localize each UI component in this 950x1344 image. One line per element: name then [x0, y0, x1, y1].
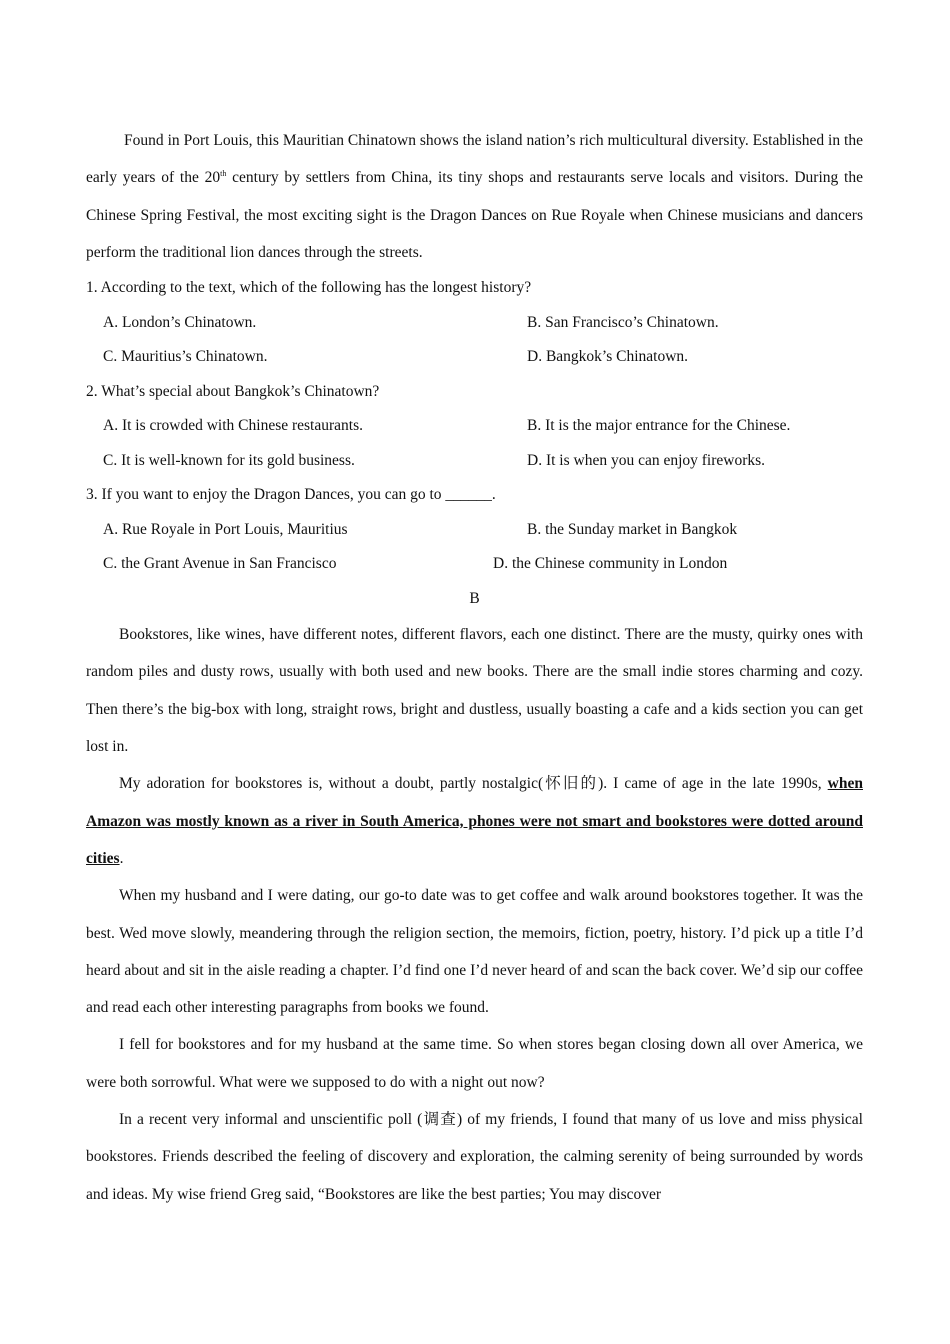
option-b: B. San Francisco’s Chinatown. — [527, 313, 719, 331]
option-b: B. It is the major entrance for the Chinese. — [527, 417, 791, 435]
passage-b-paragraph-2 — [86, 765, 863, 877]
question-1-options-row-1 — [86, 306, 863, 341]
passage-a-paragraph — [86, 122, 863, 271]
option-a: A. It is crowded with Chinese restaurants. — [103, 417, 363, 435]
option-b: B. the Sunday market in Bangkok — [527, 520, 738, 538]
question-2-options-row-2 — [86, 444, 863, 479]
superscript: th — [220, 169, 227, 179]
question-1-options-row-2 — [86, 340, 863, 375]
question-3-options-row-1 — [86, 513, 863, 548]
question-3-stem: 3. If you want to enjoy the Dragon Dances, you can go to ______. — [86, 486, 496, 504]
section-heading: B — [469, 589, 480, 607]
passage-b-paragraph-1: Bookstores, like wines, have different notes, different flavors, each one distinct. There are the musty, quirky ones with random piles and dusty rows, usually with both used and new books. There are the small indie stores charming and cozy. Then there’s the big-box with long, straight rows, bright and dustless, usually boasting a cafe and a kids section you can get lost in. — [86, 626, 863, 756]
passage-b-paragraph-5: In a recent very informal and unscientific poll (调查) of my friends, I found that many of us love and miss physical bookstores. Friends described the feeling of discovery and exploration, the calming serenity of being surrounded by words and ideas. My wise friend Greg said, “Bookstores are like the best parties; You may discover — [86, 1111, 863, 1203]
option-d: D. the Chinese community in London — [493, 555, 728, 573]
question-2-stem: 2. What’s special about Bangkok’s Chinatown? — [86, 382, 380, 400]
question-1-stem: 1. According to the text, which of the following has the longest history? — [86, 279, 532, 297]
passage-b-paragraph-3: When my husband and I were dating, our go-to date was to get coffee and walk around bookstores together. It was the best. Wed move slowly, meandering through the religion section, the memoirs, fiction, poetry, history. I’d pick up a title I’d heard about and sit in the aisle reading a chapter. I’d find one I’d never heard of and scan the back cover. We’d sip our coffee and read each other interesting paragraphs from books we found. — [86, 887, 863, 1017]
text-run: Found in Port Louis, this Mauritian Chinatown shows the island nation’s rich multicultural diversity. Established in the early years of the 20 — [86, 132, 863, 187]
underlined-sentence: when Amazon was mostly known as a river in South America, phones were not smart and bookstores were dotted around cities — [86, 775, 863, 867]
text-run: . — [119, 849, 124, 867]
option-a: A. London’s Chinatown. — [103, 313, 257, 331]
text-run: century by settlers from China, its tiny shops and restaurants serve locals and visitors. During the Chinese Spring Festival, the most exciting sight is the Dragon Dances on Rue Royale when Chinese musicians and dancers perform the traditional lion dances through the streets. — [86, 169, 863, 261]
question-3-options-row-2 — [86, 547, 863, 582]
question-2-options-row-1 — [86, 409, 863, 444]
passage-b-paragraph-4: I fell for bookstores and for my husband at the same time. So when stores began closing down all over America, we were both sorrowful. What were we supposed to do with a night out now? — [86, 1036, 863, 1091]
option-d: D. Bangkok’s Chinatown. — [527, 348, 689, 366]
option-c: C. Mauritius’s Chinatown. — [103, 348, 268, 366]
text-run: My adoration for bookstores is, without a doubt, partly nostalgic(怀旧的). I came of age in the late 1990s, — [119, 775, 828, 793]
option-c: C. It is well-known for its gold business. — [103, 451, 355, 469]
option-c: C. the Grant Avenue in San Francisco — [103, 555, 337, 573]
document-page — [86, 122, 863, 1213]
option-d: D. It is when you can enjoy fireworks. — [527, 451, 766, 469]
option-a: A. Rue Royale in Port Louis, Mauritius — [103, 520, 348, 538]
